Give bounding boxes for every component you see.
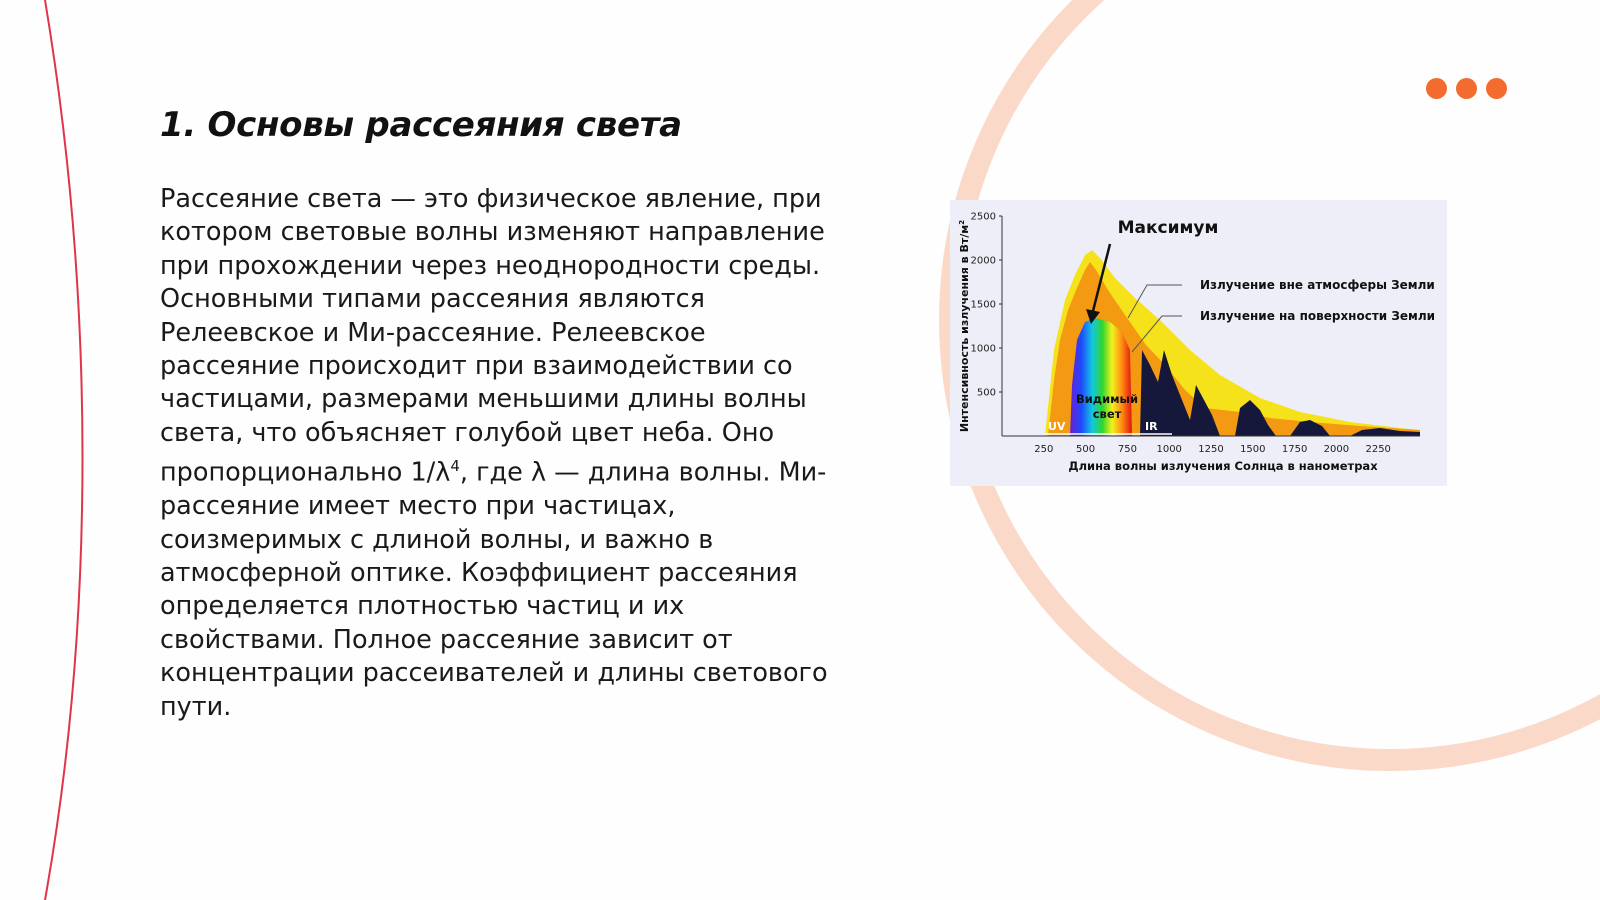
body-text-part-1: Рассеяние света — это физическое явление, при котором световые волны изменяют направление при прохождении через неоднородности среды. Основными типами рассеяния являются Релеевское и Ми-рассеяние. Релеевское рассеяние происходит при взаимодействии со частицами, размерами меньшими длины волны света, что объясняет голубой цвет неба. Оно пропорционально 1/λ bbox=[160, 184, 825, 488]
x-tick-label: 2000 bbox=[1323, 444, 1350, 455]
y-axis-label bbox=[958, 220, 971, 432]
x-tick-label: 2250 bbox=[1365, 444, 1391, 455]
x-tick-label: 1500 bbox=[1240, 444, 1266, 455]
uv-label: UV bbox=[1048, 420, 1066, 433]
ir-label: IR bbox=[1145, 420, 1158, 433]
x-tick-label: 1000 bbox=[1156, 444, 1182, 455]
y-tick-label: 1000 bbox=[970, 343, 996, 355]
y-tick-label: 2000 bbox=[970, 255, 996, 267]
dot-1 bbox=[1426, 78, 1447, 99]
body-paragraph bbox=[160, 183, 850, 724]
y-tick-label: 500 bbox=[976, 387, 996, 399]
y-axis-label-sup: 2 bbox=[958, 219, 966, 225]
x-tick-label: 500 bbox=[1076, 444, 1096, 455]
y-tick-label: 1500 bbox=[970, 299, 996, 311]
dot-3 bbox=[1486, 78, 1507, 99]
x-axis-label: Длина волны излучения Солнца в нанометрах bbox=[1068, 459, 1378, 473]
maximum-label: Максимум bbox=[1117, 218, 1219, 238]
y-ticks bbox=[971, 212, 1002, 399]
three-dots-icon bbox=[1426, 78, 1507, 99]
body-text-part-2: , где λ — длина волны. Ми-рассеяние имеет место при частицах, соизмеримых с длиной волны, и важно в атмосферной оптике. Коэффициент рассеяния определяется плотностью частиц и их свойствами. Полное рассеяние зависит от концентрации рассеивателей и длины светового пути. bbox=[160, 457, 828, 722]
x-tick-label: 1750 bbox=[1281, 444, 1308, 455]
x-tick-label: 1250 bbox=[1198, 444, 1224, 455]
y-tick-label: 2500 bbox=[970, 211, 996, 223]
x-tick-label: 250 bbox=[1034, 444, 1054, 455]
x-tick-label: 750 bbox=[1117, 444, 1137, 455]
x-ticks bbox=[1034, 444, 1391, 455]
visible-light-label-line2: свет bbox=[1092, 407, 1122, 421]
visible-light-label-line1: Видимый bbox=[1075, 392, 1139, 406]
slide-title: 1. Основы рассеяния света bbox=[160, 105, 682, 145]
body-superscript: 4 bbox=[450, 457, 460, 476]
dot-2 bbox=[1456, 78, 1477, 99]
y-axis-label-main: Интенсивность излучения в Вт/м bbox=[958, 224, 971, 433]
solar-spectrum-figure bbox=[950, 200, 1447, 486]
surface-label: Излучение на поверхности Земли bbox=[1200, 309, 1436, 323]
outside-atmosphere-label: Излучение вне атмосферы Земли bbox=[1200, 278, 1435, 292]
left-curve-line bbox=[45, 0, 83, 900]
